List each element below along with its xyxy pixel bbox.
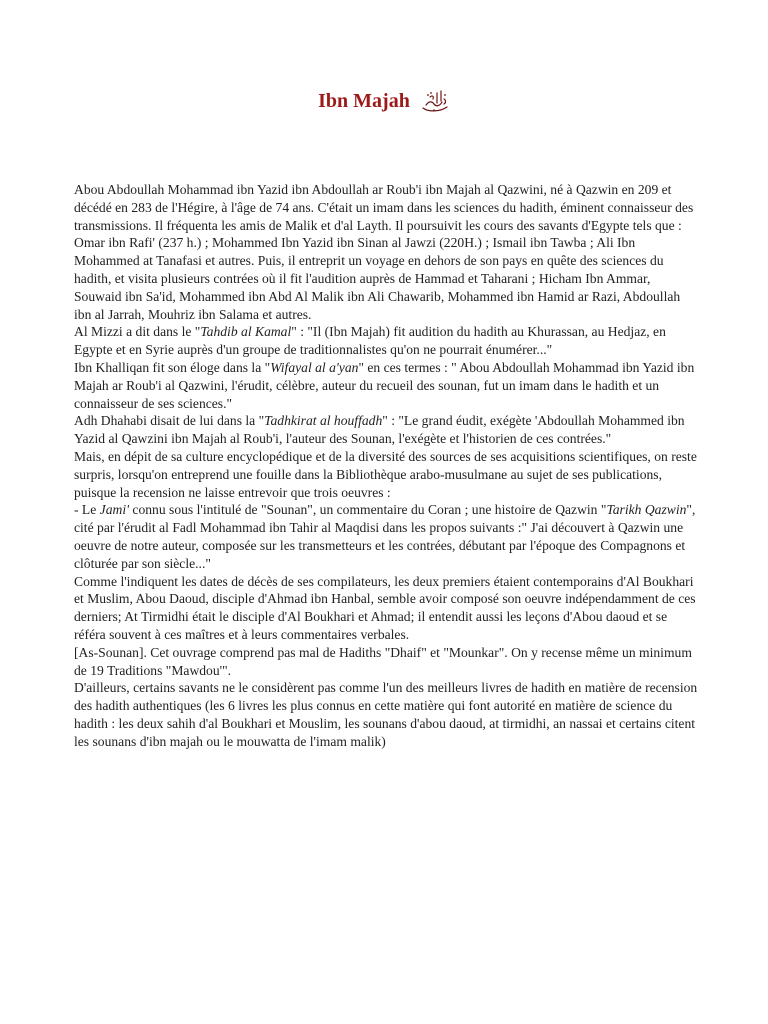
page-title: Ibn Majah — [318, 89, 410, 112]
book-title: Tarikh Qazwin — [606, 502, 687, 518]
paragraph-al-mizzi: Al Mizzi a dit dans le "Tahdib al Kamal" : "Il (Ibn Majah) fit audition du hadith au Khurassan, au Hedjaz, en Egypte et en Syrie auprès d'un groupe de traditionnalistes qu'on ne pourrait énumérer..." — [74, 324, 666, 358]
book-title: Tadhkirat al houffadh — [264, 413, 383, 429]
paragraph-assessment: D'ailleurs, certains savants ne le considèrent pas comme l'un des meilleurs livres de hadith en matière de recension des hadith authentiques (les 6 livres les plus connus en cette matière qui font autorité en matière de science du hadith : les deux sahih d'al Boukhari et Mouslim, les sounans d'abou daoud, at tirmidhi, an nassai et certains citent les sounans d'ibn majah ou le mouwatta de l'imam malik) — [74, 680, 698, 749]
book-title: Jami' — [99, 502, 130, 518]
paragraph-biography: Abou Abdoullah Mohammad ibn Yazid ibn Abdoullah ar Roub'i ibn Majah al Qazwini, né à Qazwin en 209 et décédé en 283 de l'Hégire, à l'âge de 74 ans. C'était un imam dans les sciences du hadith, éminent connaisseur des transmissions. Il fréquenta les amis de Malik et d'al Layth. Il poursuivit les cours des savants d'Egypte tels que : Omar ibn Rafi' (237 h.) ; Mohammed Ibn Yazid ibn Sinan al Jawzi (220H.) ; Ismail ibn Tawba ; Ali Ibn Mohammed at Tanafasi et autres. Puis, il entreprit un voyage en dehors de son pays en quête des sciences du hadith, et visita plusieurs contrées où il fit l'audition auprès de Hammad et Taharani ; Hicham Ibn Ammar, Souwaid ibn Sa'id, Mohammed ibn Abd Al Malik ibn Ali Chawarib, Mohammed ibn Hamid ar Razi, Abdoullah ibn al Jarrah, Mouhriz ibn Salama et autres. — [74, 182, 694, 322]
paragraph-ibn-khalliqan: Ibn Khalliqan fit son éloge dans la "Wifayal al a'yan" en ces termes : " Abou Abdoullah Mohammad ibn Yazid ibn Majah ar Roub'i al Qazwini, l'érudit, célèbre, auteur du recueil des sounan, fut un imam dans le hadith et un connaisseur de ses sciences." — [74, 359, 695, 411]
paragraph-compilers: Comme l'indiquent les dates de décès de ses compilateurs, les deux premiers étaient contemporains d'Al Boukhari et Muslim, Abou Daoud, disciple d'Ahmad ibn Hanbal, semble avoir composé son oeuvre indépendamment de ces derniers; At Tirmidhi était le disciple d'Al Boukhari et Ahmad; il entendit aussi les leçons d'Abou daoud et se référa souvent à ces maîtres et à leurs commentaires verbales. — [74, 573, 696, 642]
book-title: Wifayal al a'yan — [270, 359, 359, 375]
paragraph-adh-dhahabi: Adh Dhahabi disait de lui dans la "Tadhkirat al houffadh" : "Le grand éudit, exégète 'Abdoullah Mohammed ibn Yazid al Qawzini ibn Majah al Roub'i, l'auteur des Sounan, l'exégète et l'historien de ces contrées." — [74, 413, 685, 447]
book-title: Tahdib al Kamal — [200, 324, 292, 340]
arabic-calligraphy-honorific-icon — [420, 88, 450, 114]
article-body — [74, 181, 700, 751]
paragraph-works-list: - Le Jami' connu sous l'intitulé de "Sounan", un commentaire du Coran ; une histoire de Qazwin "Tarikh Qazwin", cité par l'érudit al Fadl Mohammad ibn Tahir al Maqdisi dans les propos suivants :" J'ai découvert à Qazwin une oeuvre de notre auteur, composée sur les transmetteurs et les contrées, débutant par l'époque des Compagnons et clôturée par son siècle..." — [74, 502, 696, 571]
title-row — [0, 88, 768, 114]
paragraph-works-intro: Mais, en dépit de sa culture encyclopédique et de la diversité des sources de ses acquisitions scientifiques, on reste surpris, lorsqu'on entreprend une fouille dans la Bibliothèque arabo-musulmane au sujet de ses publications, puisque la recension ne laisse entrevoir que trois oeuvres : — [74, 448, 697, 500]
paragraph-as-sounan: [As-Sounan]. Cet ouvrage comprend pas mal de Hadiths "Dhaif" et "Mounkar". On y recense même un minimum de 19 Traditions "Mawdou'". — [74, 644, 692, 678]
